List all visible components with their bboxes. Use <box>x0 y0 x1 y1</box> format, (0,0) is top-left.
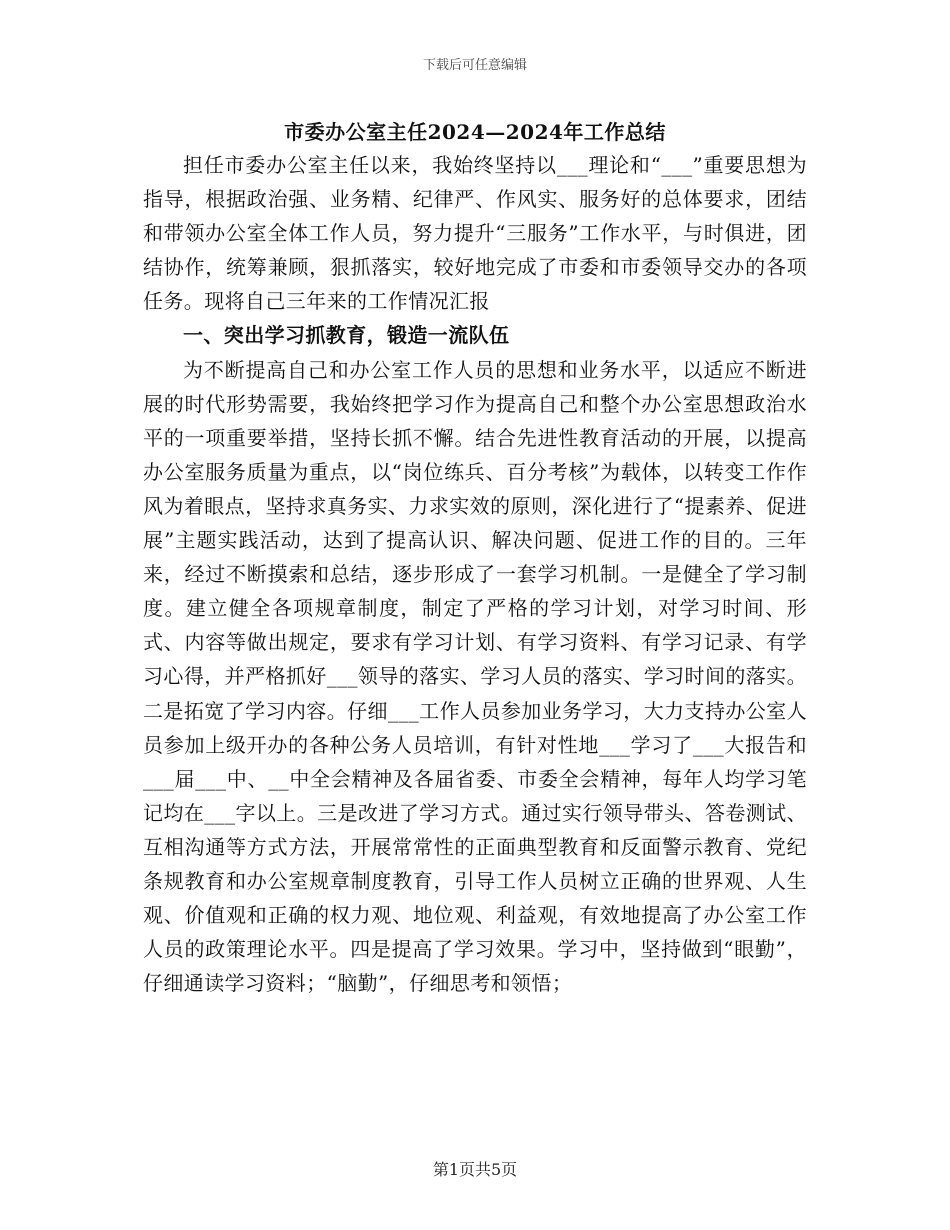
intro-paragraph: 担任市委办公室主任以来，我始终坚持以___理论和“___”重要思想为指导，根据政治强、业务精、纪律严、作风实、服务好的总体要求，团结和带领办公室全体工作人员，努力提升“三服务”工作水平，与时俱进，团结协作，统筹兼顾，狠抓落实，较好地完成了市委和市委领导交办的各项任务。现将自己三年来的工作情况汇报 <box>143 153 807 314</box>
page-header: 下载后可任意编辑 <box>422 58 527 73</box>
document-body <box>143 148 807 1000</box>
section-heading: 一、突出学习抓教育，锻造一流队伍 <box>183 323 510 348</box>
document-title: 市委办公室主任2024—2024年工作总结 <box>284 120 666 144</box>
section-paragraph: 为不断提高自己和办公室工作人员的思想和业务水平，以适应不断进展的时代形势需要，我始终把学习作为提高自己和整个办公室思想政治水平的一项重要举措，坚持长抓不懈。结合先进性教育活动的开展，以提高办公室服务质量为重点，以“岗位练兵、百分考核”为载体，以转变工作作风为着眼点，坚持求真务实、力求实效的原则，深化进行了“提素养、促进展”主题实践活动，达到了提高认识、解决问题、促进工作的目的。三年来，经过不断摸索和总结，逐步形成了一套学习机制。一是健全了学习制度。建立健全各项规章制度，制定了严格的学习计划，对学习时间、形式、内容等做出规定，要求有学习计划、有学习资料、有学习记录、有学习心得，并严格抓好___领导的落实、学习人员的落实、学习时间的落实。二是拓宽了学习内容。仔细___工作人员参加业务学习，大力支持办公室人员参加上级开办的各种公务人员培训，有针对性地___学习了___大报告和___届___中、__中全会精神及各届省委、市委全会精神，每年人均学习笔记均在___字以上。三是改进了学习方式。通过实行领导带头、答卷测试、互相沟通等方式方法，开展常常性的正面典型教育和反面警示教育、党纪条规教育和办公室规章制度教育，引导工作人员树立正确的世界观、人生观、价值观和正确的权力观、地位观、利益观，有效地提高了办公室工作人员的政策理论水平。四是提高了学习效果。学习中，坚持做到“眼勤”，仔细通读学习资料；“脑勤”，仔细思考和领悟； <box>143 357 807 996</box>
page-number: 第1页共5页 <box>432 1160 518 1179</box>
